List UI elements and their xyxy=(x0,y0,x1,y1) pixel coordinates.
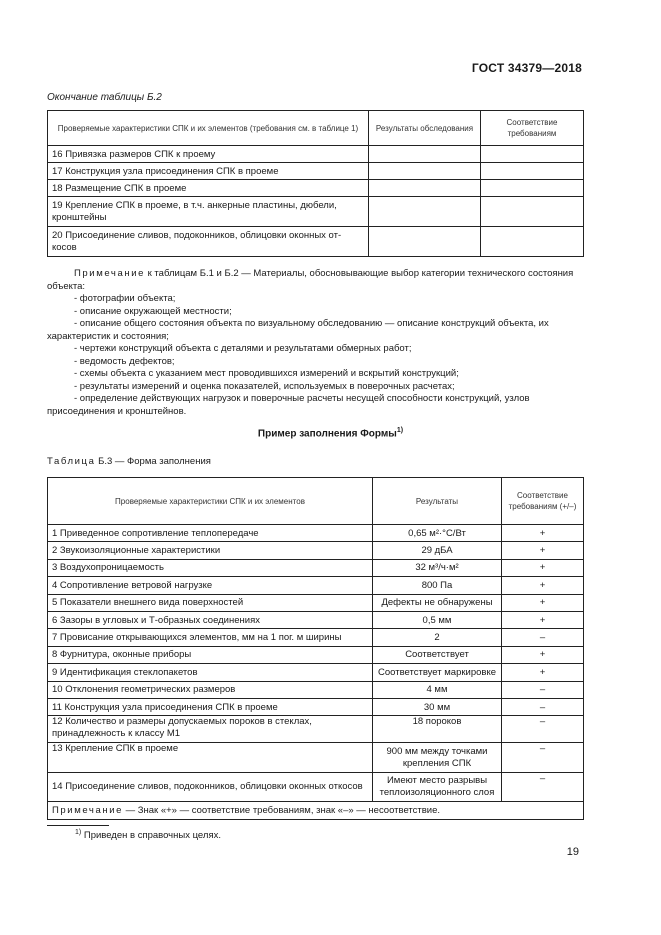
row-characteristic: 8 Фурнитура, оконные приборы xyxy=(48,646,373,663)
row-result: 32 м³/ч·м² xyxy=(373,559,502,576)
standard-header: ГОСТ 34379—2018 xyxy=(471,61,582,75)
example-heading-text: Пример заполнения Формы xyxy=(257,428,397,440)
row-result: 0,65 м²·°С/Вт xyxy=(373,525,502,542)
table-b3-note xyxy=(48,802,584,819)
row-characteristic: 14 Присоединение сливов, подоконников, облицовки оконных откосов xyxy=(48,773,373,802)
row-characteristic: 9 Идентификация стеклопакетов xyxy=(48,664,373,681)
note-item: - результаты измерений и оценка показателей, используемых в поверочных расчетах; xyxy=(74,380,455,392)
table-row xyxy=(48,664,584,681)
note-item: - фотографии объекта; xyxy=(74,293,176,304)
row-compliance: – xyxy=(502,743,584,773)
row-result: Имеют место разрывы теплоизоляционного слоя xyxy=(373,773,502,802)
row-compliance: + xyxy=(502,542,584,559)
table-b3-note-text: — Знак «+» — соответствие требованиям, знак «–» — несоответствие. xyxy=(125,804,441,816)
table-b2-row-label: 20 Присоединение сливов, подоконников, облицовки оконных от-косов xyxy=(48,227,369,257)
footnote xyxy=(75,829,221,841)
note-item: - определение действующих нагрузок и поверочные расчеты несущей способности конструкций, узлов присоединения и кронштейнов. xyxy=(47,393,530,417)
row-compliance: + xyxy=(502,559,584,576)
table-b3 xyxy=(47,477,584,820)
table-b2-header-characteristics: Проверяемые характеристики СПК и их элементов (требования см. в таблице 1) xyxy=(48,111,369,146)
row-characteristic: 11 Конструкция узла присоединения СПК в проеме xyxy=(48,698,373,715)
row-compliance: + xyxy=(502,577,584,594)
note-item: - описание окружающей местности; xyxy=(74,305,232,317)
table-row xyxy=(48,594,584,611)
table-b3-caption-label: Таблица xyxy=(47,456,96,467)
row-result: 0,5 мм xyxy=(373,611,502,628)
row-characteristic: 12 Количество и размеры допускаемых пороков в стеклах, принадлежность к классу М1 xyxy=(48,716,373,743)
table-row xyxy=(48,146,584,163)
row-characteristic: 4 Сопротивление ветровой нагрузке xyxy=(48,577,373,594)
example-heading xyxy=(0,427,661,439)
row-compliance: + xyxy=(502,525,584,542)
row-result: 800 Па xyxy=(373,577,502,594)
row-result: 29 дБА xyxy=(373,542,502,559)
row-result: 2 xyxy=(373,629,502,646)
table-b2-row-label: 16 Привязка размеров СПК к проему xyxy=(48,146,369,163)
table-row xyxy=(48,577,584,594)
row-compliance: – xyxy=(502,716,584,743)
row-characteristic: 3 Воздухопроницаемость xyxy=(48,559,373,576)
note-item: - схемы объекта с указанием мест проводившихся измерений и вскрытий конструкций; xyxy=(74,368,459,379)
row-result: Соответствует xyxy=(373,646,502,663)
table-row xyxy=(48,743,584,773)
row-compliance: – xyxy=(502,681,584,698)
row-compliance: – xyxy=(502,629,584,646)
note-item: - ведомость дефектов; xyxy=(74,355,175,367)
row-characteristic: 7 Провисание открывающихся элементов, мм на 1 пог. м ширины xyxy=(48,629,373,646)
table-row xyxy=(48,163,584,180)
row-result: Соответствует маркировке xyxy=(373,664,502,681)
row-result: 30 мм xyxy=(373,698,502,715)
row-compliance: + xyxy=(502,646,584,663)
table-b2-caption: Окончание таблицы Б.2 xyxy=(47,92,162,103)
row-compliance: + xyxy=(502,594,584,611)
table-b3-note-label: Примечание xyxy=(52,804,123,816)
table-b2-row-label: 19 Крепление СПК в проеме, в т.ч. анкерные пластины, дюбели, кронштейны xyxy=(48,197,369,227)
footnote-mark: 1) xyxy=(75,829,82,836)
row-compliance: + xyxy=(502,664,584,681)
table-row xyxy=(48,716,584,743)
materials-note xyxy=(47,268,584,418)
row-characteristic: 1 Приведенное сопротивление теплопередаче xyxy=(48,525,373,542)
note-label: Примечание xyxy=(74,268,145,279)
row-compliance: – xyxy=(502,698,584,715)
table-row xyxy=(48,629,584,646)
row-result: 900 мм между точками крепления СПК xyxy=(373,743,502,773)
footnote-divider xyxy=(47,825,109,826)
table-b2-header-results: Результаты обследования xyxy=(369,111,481,146)
table-b2 xyxy=(47,110,584,257)
table-b3-header-characteristics: Проверяемые характеристики СПК и их элементов xyxy=(48,478,373,525)
table-row xyxy=(48,227,584,257)
table-b3-note-row xyxy=(48,802,584,819)
table-row xyxy=(48,773,584,802)
row-compliance: – xyxy=(502,773,584,802)
page-number: 19 xyxy=(566,846,579,858)
table-row xyxy=(48,681,584,698)
table-b2-row-label: 17 Конструкция узла присоединения СПК в проеме xyxy=(48,163,369,180)
table-b3-caption xyxy=(47,456,211,467)
table-row xyxy=(48,542,584,559)
footnote-text: Приведен в справочных целях. xyxy=(83,830,221,842)
table-row xyxy=(48,525,584,542)
table-row xyxy=(48,646,584,663)
row-characteristic: 6 Зазоры в угловых и Т-образных соединениях xyxy=(48,611,373,628)
footnote-ref: 1) xyxy=(396,427,404,434)
row-characteristic: 13 Крепление СПК в проеме xyxy=(48,743,373,773)
row-characteristic: 10 Отклонения геометрических размеров xyxy=(48,681,373,698)
row-characteristic: 5 Показатели внешнего вида поверхностей xyxy=(48,594,373,611)
table-row xyxy=(48,611,584,628)
row-result: Дефекты не обнаружены xyxy=(373,594,502,611)
table-row xyxy=(48,180,584,197)
note-first-line: к таблицам Б.1 и Б.2 — Материалы, обосновывающие выбор категории технического состояния объекта: xyxy=(47,268,574,292)
row-result: 4 мм xyxy=(373,681,502,698)
table-row xyxy=(48,197,584,227)
note-item: - чертежи конструкций объекта с деталями и результатами обмерных работ; xyxy=(74,343,412,354)
row-compliance: + xyxy=(502,611,584,628)
table-b3-header-compliance: Соответствие требованиям (+/–) xyxy=(502,478,584,525)
table-b2-row-label: 18 Размещение СПК в проеме xyxy=(48,180,369,197)
row-result: 18 пороков xyxy=(373,716,502,743)
table-b3-caption-text: Б.3 — Форма заполнения xyxy=(98,456,211,467)
table-b2-header-compliance: Соответствие требованиям xyxy=(481,111,584,146)
row-characteristic: 2 Звукоизоляционные характеристики xyxy=(48,542,373,559)
table-row xyxy=(48,698,584,715)
table-b3-header-results: Результаты xyxy=(373,478,502,525)
note-item: - описание общего состояния объекта по визуальному обследованию — описание конструкций объекта, их характеристик и состояния; xyxy=(47,318,549,342)
table-row xyxy=(48,559,584,576)
